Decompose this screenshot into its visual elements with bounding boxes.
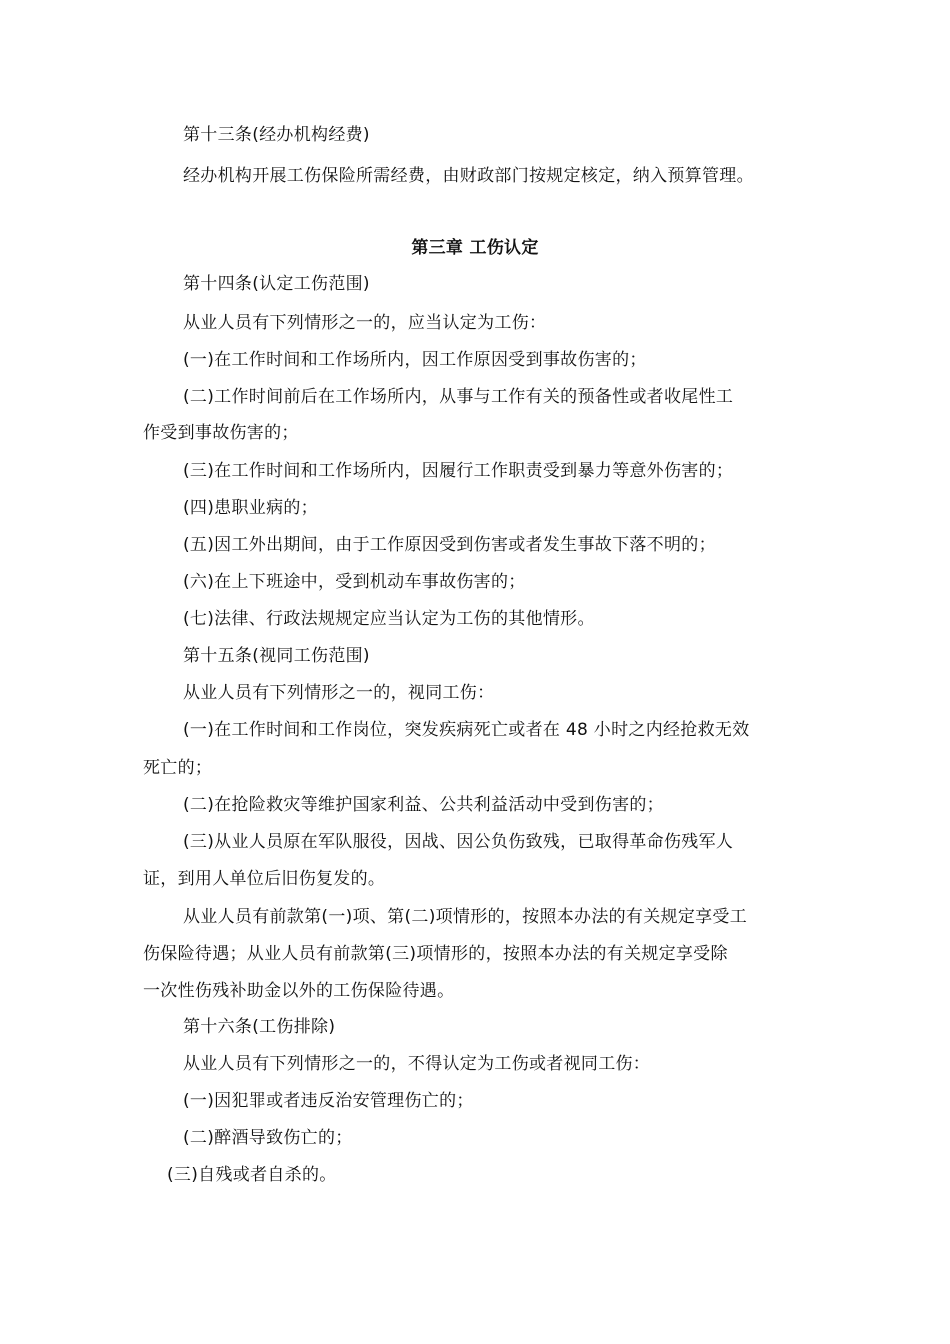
article-14-item-1: (一)在工作时间和工作场所内，因工作原因受到事故伤害的； <box>183 350 647 370</box>
article-16-item-2: (二)醉酒导致伤亡的； <box>183 1128 353 1148</box>
article-15-title: 第十五条(视同工伤范围) <box>183 646 370 666</box>
article-14-item-5: (五)因工外出期间，由于工作原因受到伤害或者发生事故下落不明的； <box>183 535 716 555</box>
article-15-intro: 从业人员有下列情形之一的，视同工伤： <box>183 683 495 703</box>
article-13-paragraph: 经办机构开展工伤保险所需经费，由财政部门按规定核定，纳入预算管理。 <box>183 166 754 186</box>
article-14-item-4: (四)患职业病的； <box>183 498 318 518</box>
article-16-title: 第十六条(工伤排除) <box>183 1017 336 1037</box>
article-14-intro: 从业人员有下列情形之一的，应当认定为工伤： <box>183 313 547 333</box>
article-13-title: 第十三条(经办机构经费) <box>183 125 370 145</box>
article-15-item-1-line-1: (一)在工作时间和工作岗位，突发疾病死亡或者在 48 小时之内经抢救无效 <box>183 720 750 740</box>
article-14-item-2-line-1: (二)工作时间前后在工作场所内，从事与工作有关的预备性或者收尾性工 <box>183 387 734 407</box>
article-16-item-3: (三)自残或者自杀的。 <box>167 1165 337 1185</box>
article-15-item-3-line-1: (三)从业人员原在军队服役，因战、因公负伤致残，已取得革命伤残军人 <box>183 832 734 852</box>
chapter-3-heading: 第三章 工伤认定 <box>411 238 539 258</box>
article-14-item-2-line-2: 作受到事故伤害的； <box>143 423 299 443</box>
article-16-item-1: (一)因犯罪或者违反治安管理伤亡的； <box>183 1091 474 1111</box>
article-15-paragraph-line-2: 伤保险待遇；从业人员有前款第(三)项情形的，按照本办法的有关规定享受除 <box>143 944 728 964</box>
article-15-paragraph-line-1: 从业人员有前款第(一)项、第(二)项情形的，按照本办法的有关规定享受工 <box>183 907 748 927</box>
article-14-item-7: (七)法律、行政法规规定应当认定为工伤的其他情形。 <box>183 609 595 629</box>
article-14-item-6: (六)在上下班途中，受到机动车事故伤害的； <box>183 572 526 592</box>
article-15-item-2: (二)在抢险救灾等维护国家利益、公共利益活动中受到伤害的； <box>183 795 664 815</box>
article-15-item-1-line-2: 死亡的； <box>143 758 213 778</box>
article-14-title: 第十四条(认定工伤范围) <box>183 274 370 294</box>
article-16-intro: 从业人员有下列情形之一的，不得认定为工伤或者视同工伤： <box>183 1054 651 1074</box>
article-15-item-3-line-2: 证，到用人单位后旧伤复发的。 <box>143 869 386 889</box>
article-14-item-3: (三)在工作时间和工作场所内，因履行工作职责受到暴力等意外伤害的； <box>183 461 734 481</box>
article-15-paragraph-line-3: 一次性伤残补助金以外的工伤保险待遇。 <box>143 981 455 1001</box>
